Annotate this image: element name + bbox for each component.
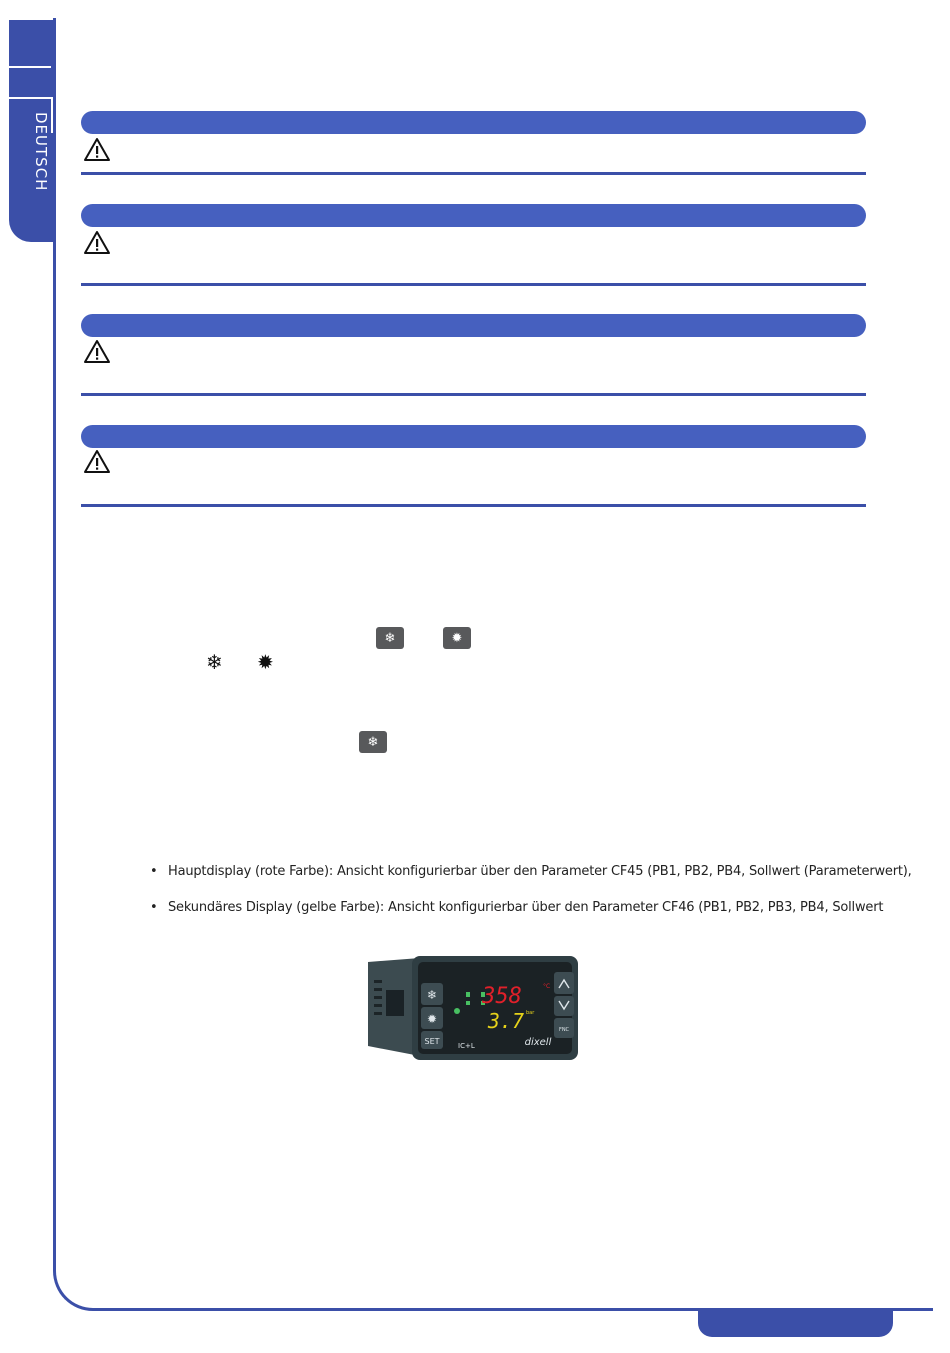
device-model-label: IC+L bbox=[458, 1042, 475, 1050]
bullet-dot: • bbox=[150, 900, 158, 915]
language-label: DEUTSCH bbox=[32, 112, 50, 192]
note-header-bar bbox=[81, 314, 866, 337]
device-cold-key-symbol: ❄ bbox=[426, 988, 438, 1002]
device-secondary-unit: bar bbox=[526, 1010, 535, 1016]
bullet-dot: • bbox=[150, 864, 158, 879]
device-fn-key-label: FNC bbox=[558, 1027, 570, 1033]
sun-key-icon: ✹ bbox=[443, 627, 471, 649]
list-item bbox=[150, 864, 912, 879]
note-rule bbox=[81, 393, 866, 396]
note-header-bar bbox=[81, 204, 866, 227]
warning-note bbox=[81, 111, 866, 177]
warning-triangle-icon bbox=[83, 137, 111, 163]
list-item-text: Sekundäres Display (gelbe Farbe): Ansicht konfigurierbar über den Parameter CF46 (PB1, PB2, PB3, PB4, Sollwert bbox=[168, 900, 884, 915]
warning-note bbox=[81, 314, 866, 400]
warning-triangle-icon bbox=[83, 230, 111, 256]
note-header-bar bbox=[81, 111, 866, 134]
note-rule bbox=[81, 504, 866, 507]
tab-divider bbox=[9, 97, 53, 99]
device-heat-key-symbol: ✹ bbox=[426, 1012, 438, 1026]
list-item bbox=[150, 900, 883, 915]
list-item-text: Hauptdisplay (rote Farbe): Ansicht konfigurierbar über den Parameter CF45 (PB1, PB2, PB4, Sollwert (Parameterwert), bbox=[168, 864, 912, 879]
note-rule bbox=[81, 283, 866, 286]
tab-divider bbox=[9, 66, 51, 68]
warning-note bbox=[81, 204, 866, 290]
note-header-bar bbox=[81, 425, 866, 448]
device-secondary-display: 3.7 bbox=[487, 1009, 524, 1033]
page-number-tab bbox=[698, 1308, 893, 1337]
device-main-unit: °C bbox=[543, 983, 551, 990]
warning-triangle-icon bbox=[83, 339, 111, 365]
controller-device-image bbox=[362, 950, 582, 1065]
device-set-key-label: SET bbox=[424, 1037, 440, 1046]
warning-note bbox=[81, 425, 866, 511]
snowflake-key-icon: ❄ bbox=[359, 731, 387, 753]
snowflake-icon: ❄ bbox=[206, 652, 223, 674]
device-main-display: 358 bbox=[482, 984, 522, 1009]
device-brand-logo: dixell bbox=[524, 1037, 552, 1048]
note-rule bbox=[81, 172, 866, 175]
sun-icon: ✹ bbox=[257, 652, 274, 674]
warning-triangle-icon bbox=[83, 449, 111, 475]
snowflake-key-icon: ❄ bbox=[376, 627, 404, 649]
